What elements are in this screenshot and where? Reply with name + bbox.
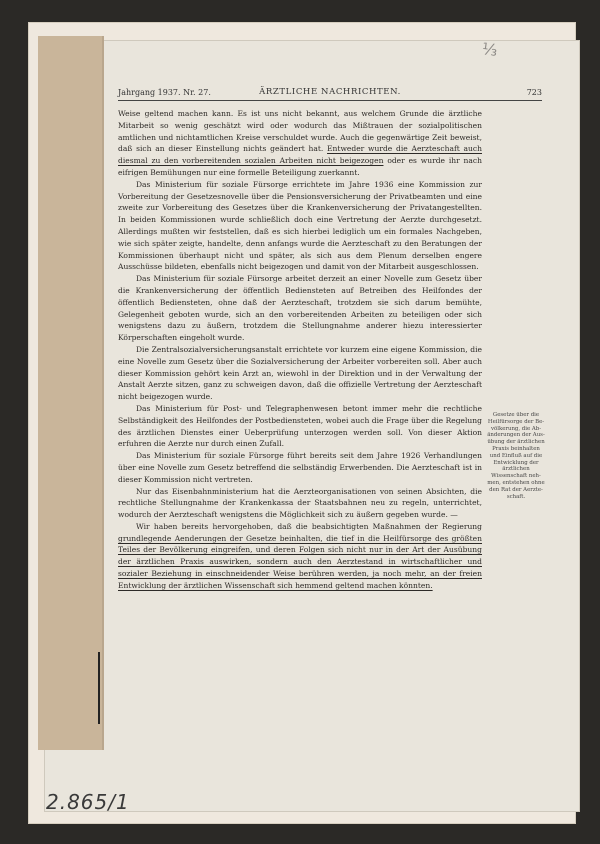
binding-tape [38,36,104,750]
page-number: 723 [526,88,542,97]
margin-marker-line [98,652,100,724]
paragraph: Die Zentralsozialversicherungsanstalt errichtete vor kurzem eine eigene Kommission, die eine Novelle zum Gesetz über die Sozialversicherung der Arbeiter vorbereiten soll. Aber auch dieser Kommission gehört kein Arzt an, wiewohl in der Direktion und in der Verwaltung der Anstalt Aerzte sitzen, ganz zu schweigen davon, daß die offizielle Vertretung der Aerzteschaft nicht beigezogen wurde. [118,344,482,402]
journal-title: ÄRZTLICHE NACHRICHTEN. [259,87,401,97]
underlined-passage: grundlegende Aenderungen der Gesetze beinhalten, die tief in die Heilfürsorge des größten Teiles der Bevölkerung eingreifen, und deren Folgen sich nicht nur in der Art der Ausübung der ärztlichen Praxis auswirken, sondern auch den Aerztestand in wirtschaftlicher und sozialer Beziehung in einschneidender Weise berühren werden, ja noch mehr, an der freien Entwicklung der ärztlichen Wissenschaft sich hemmend geltend machen könnten. [118,533,482,590]
underlined-passage: Entweder wurde die Aerzteschaft auch diesmal zu den vorbereitenden sozialen Arbeiten nicht beigezogen [118,144,482,166]
paragraph: Nur das Eisenbahnministerium hat die Aerzteorganisationen von seinen Absichten, die rechtliche Stellungnahme der Krankenkassa der Staatsbahnen neu zu regeln, unterrichtet, wodurch der Aerzteschaft wenigstens die Möglichkeit sich zu äußern gegeben wurde. — [118,486,482,520]
paragraph: Das Ministerium für soziale Fürsorge führt bereits seit dem Jahre 1926 Verhandlungen über eine Novelle zum Gesetz betreffend die selbständig Erwerbenden. Die Aerzteschaft ist in dieser Kommission nicht vertreten. [118,451,482,484]
running-header [118,86,542,100]
handwritten-number: 2.865/1 [46,790,130,814]
paragraph: Weise geltend machen kann. Es ist uns nicht bekannt, aus welchem Grunde die ärztliche Mitarbeit so wenig geschätzt wird oder wodurch das Mißtrauen der sozialpolitischen amtlichen und nichtamtlichen Kreise verschuldet wurde. Auch die gegenwärtige Zeit beweist, daß sich an dieser Einstellung nichts geändert hat. Entweder wurde die Aerzteschaft auch diesmal zu den vorbereitenden sozialen Arbeiten nicht beigezogen oder es wurde ihr nach eifrigen Bemühungen nur eine formelle Beteiligung zuerkannt. [118,109,482,177]
paragraph: Das Ministerium für Post- und Telegraphenwesen betont immer mehr die rechtliche Selbständigkeit des Heilfondes der Postbediensteten, wobei auch die Frage über die Regelung des ärztlichen Dienstes einer Ueberprüfung unterzogen werden soll. Von dieser Aktion erfuhren die Aerzte nur durch einen Zufall. [118,403,482,449]
paragraph: Das Ministerium für soziale Fürsorge errichtete im Jahre 1936 eine Kommission zur Vorbereitung der Gesetzesnovelle über die Pensionsversicherung der Privatbeamten und eine zweite zur Vorbereitung des Gesetzes über die Krankenversicherung der Privatangestellten. In beiden Kommissionen wurde schließlich doch eine Vertretung der Aerzte durchgesetzt. Allerdings mußten wir feststellen, daß es sich hierbei lediglich um ein formales Nachgeben, wie sich später zeigte, handelte, denn anfangs wurde die Aerzteschaft zu den Beratungen der Kommissionen überhaupt nicht und später, als sich aus dem Plenum derselben engere Ausschüsse bildeten, ebenfalls nicht beigezogen und damit von der Mitarbeit ausgeschlossen. [118,179,482,272]
paragraph: Das Ministerium für soziale Fürsorge arbeitet derzeit an einer Novelle zum Gesetz über die Krankenversicherung der öffentlich Bediensteten auf Betreiben des Heilfondes der öffentlich Bediensteten, ohne daß der Aerzteschaft, trotzdem sie sich darum bemühte, Gelegenheit geboten wurde, sich an den vorbereitenden Arbeiten zu beteiligen oder sich wenigstens dazu zu äußern, trotzdem die Stellungnahme anderer hiezu interessierter Körperschaften eingeholt wurde. [118,274,482,343]
header-rule [118,100,542,101]
pencil-mark: ⅓ [480,39,499,60]
article-body [118,108,482,592]
issue-info: Jahrgang 1937. Nr. 27. [118,88,211,97]
margin-note: Gesetze über die Heilfürsorge der Bevölkerung, die Abänderungen der Ausübung der ärztlichen Praxis beinhalten und Einfluß auf die Entwicklung der ärztlichen Wissenschaft nehmen, entstehen ohne den Rat der Aerzteschaft. [487,412,545,500]
paragraph: Wir haben bereits hervorgehoben, daß die beabsichtigten Maßnahmen der Regierung grundlegende Aenderungen der Gesetze beinhalten, die tief in die Heilfürsorge des größten Teiles der Bevölkerung eingreifen, und deren Folgen sich nicht nur in der Art der Ausübung der ärztlichen Praxis auswirken, sondern auch den Aerztestand in wirtschaftlicher und sozialer Beziehung in einschneidender Weise berühren werden, ja noch mehr, an der freien Entwicklung der ärztlichen Wissenschaft sich hemmend geltend machen könnten. [118,521,482,590]
